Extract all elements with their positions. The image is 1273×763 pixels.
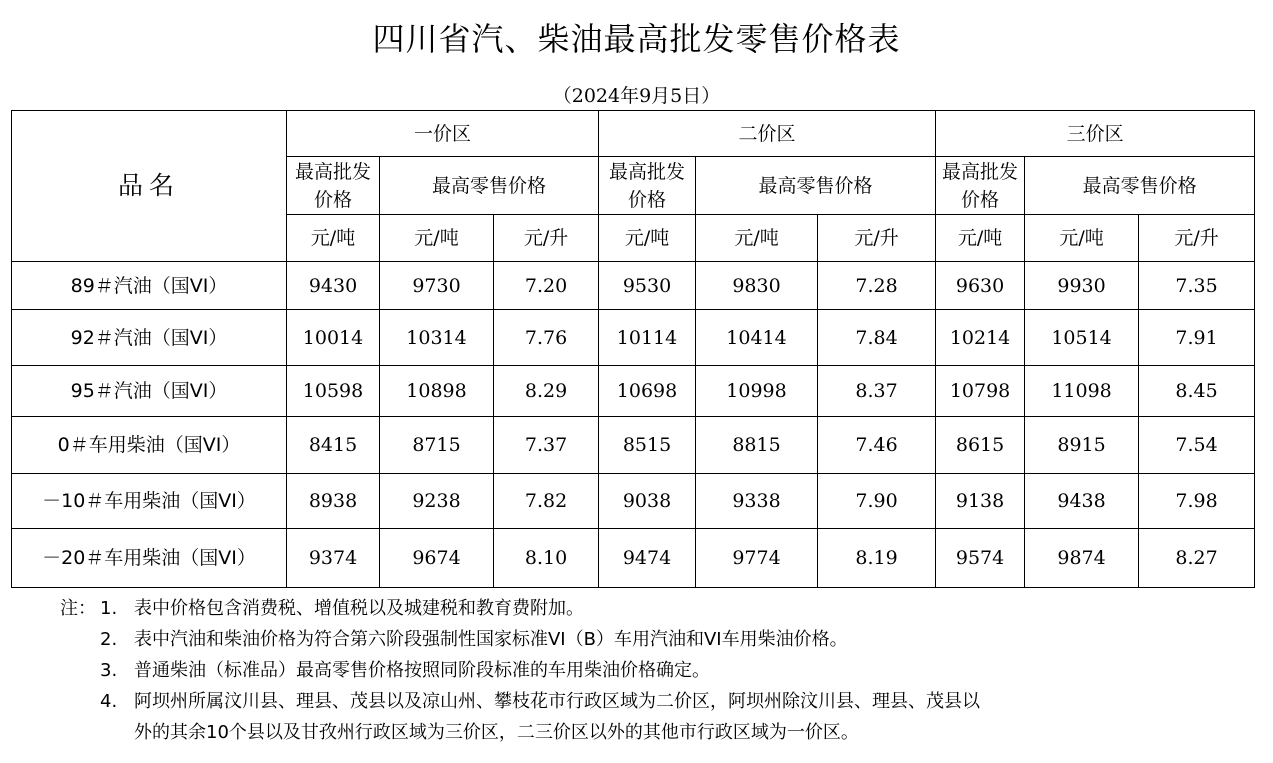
note-text: 普通柴油（标准品）最高零售价格按照同阶段标准的车用柴油价格确定。 <box>134 660 710 681</box>
zone-1-header: 一价区 <box>287 111 599 157</box>
note-item <box>60 655 1265 686</box>
note-text: 表中汽油和柴油价格为符合第六阶段强制性国家标准VI（B）车用汽油和VI车用柴油价格。 <box>134 629 848 650</box>
note-text: 外的其余10个县以及甘孜州行政区域为三价区，二三价区以外的其他市行政区域为一价区。 <box>134 722 859 743</box>
table-row <box>12 529 1255 588</box>
retail-price-liter-cell: 7.84 <box>818 310 936 366</box>
zone-3-header: 三价区 <box>936 111 1255 157</box>
zone-3-wholesale-header <box>936 157 1025 215</box>
wholesale-price-cell: 10598 <box>287 366 380 417</box>
retail-price-ton-cell: 9438 <box>1025 474 1139 529</box>
unit-cell: 元/升 <box>818 215 936 262</box>
retail-price-ton-cell: 9238 <box>380 474 494 529</box>
retail-price-liter-cell: 7.98 <box>1139 474 1255 529</box>
note-number: 4. <box>100 691 118 712</box>
note-indent <box>60 686 100 717</box>
retail-price-ton-cell: 9338 <box>696 474 818 529</box>
retail-price-ton-cell: 9730 <box>380 262 494 310</box>
notes-section <box>60 593 1265 748</box>
wholesale-price-cell: 10798 <box>936 366 1025 417</box>
wholesale-price-cell: 8938 <box>287 474 380 529</box>
wholesale-price-cell: 10114 <box>599 310 696 366</box>
zone-2-header: 二价区 <box>599 111 936 157</box>
price-table <box>11 110 1255 588</box>
unit-cell: 元/升 <box>1139 215 1255 262</box>
wholesale-price-cell: 8415 <box>287 417 380 474</box>
wholesale-price-cell: 9138 <box>936 474 1025 529</box>
retail-price-ton-cell: 8715 <box>380 417 494 474</box>
notes-prefix: 注： <box>60 598 96 619</box>
wholesale-price-cell: 10214 <box>936 310 1025 366</box>
zone-1-retail-header: 最高零售价格 <box>380 157 599 215</box>
wholesale-price-cell: 9630 <box>936 262 1025 310</box>
retail-price-ton-cell: 10514 <box>1025 310 1139 366</box>
date-label: （2024年9月5日） <box>552 85 721 107</box>
note-item <box>60 624 1265 655</box>
retail-price-ton-cell: 9930 <box>1025 262 1139 310</box>
note-number: 3. <box>100 660 118 681</box>
retail-price-liter-cell: 7.46 <box>818 417 936 474</box>
unit-cell: 元/升 <box>494 215 599 262</box>
unit-cell: 元/吨 <box>287 215 380 262</box>
product-name-cell: －10＃车用柴油（国VI） <box>12 474 287 529</box>
retail-price-liter-cell: 8.19 <box>818 529 936 588</box>
wholesale-price-cell: 8615 <box>936 417 1025 474</box>
note-number: 2. <box>100 629 118 650</box>
wholesale-price-cell: 9530 <box>599 262 696 310</box>
retail-price-liter-cell: 8.45 <box>1139 366 1255 417</box>
note-text: 阿坝州所属汶川县、理县、茂县以及凉山州、攀枝花市行政区域为二价区，阿坝州除汶川县、理县、茂县以 <box>134 691 980 712</box>
retail-price-ton-cell: 8815 <box>696 417 818 474</box>
product-name-cell: 92＃汽油（国VI） <box>12 310 287 366</box>
retail-price-liter-cell: 7.90 <box>818 474 936 529</box>
note-indent <box>60 655 100 686</box>
table-row <box>12 310 1255 366</box>
retail-price-liter-cell: 8.27 <box>1139 529 1255 588</box>
unit-cell: 元/吨 <box>696 215 818 262</box>
table-row <box>12 417 1255 474</box>
retail-price-liter-cell: 8.37 <box>818 366 936 417</box>
table-row <box>12 474 1255 529</box>
retail-price-ton-cell: 9674 <box>380 529 494 588</box>
unit-cell: 元/吨 <box>1025 215 1139 262</box>
note-number: 1. <box>100 598 118 619</box>
note-indent <box>60 624 100 655</box>
unit-cell: 元/吨 <box>380 215 494 262</box>
retail-price-ton-cell: 9774 <box>696 529 818 588</box>
retail-price-liter-cell: 7.54 <box>1139 417 1255 474</box>
table-row <box>12 262 1255 310</box>
retail-price-liter-cell: 7.20 <box>494 262 599 310</box>
wholesale-price-cell: 9474 <box>599 529 696 588</box>
wholesale-price-cell: 9574 <box>936 529 1025 588</box>
note-item-continuation <box>60 717 1265 748</box>
wholesale-price-cell: 8515 <box>599 417 696 474</box>
wholesale-price-cell: 10014 <box>287 310 380 366</box>
retail-price-ton-cell: 8915 <box>1025 417 1139 474</box>
retail-price-liter-cell: 8.10 <box>494 529 599 588</box>
wholesale-price-cell: 9430 <box>287 262 380 310</box>
retail-price-liter-cell: 7.35 <box>1139 262 1255 310</box>
retail-price-liter-cell: 7.91 <box>1139 310 1255 366</box>
wholesale-header-text: 最高批发价格 <box>942 160 1019 211</box>
retail-price-ton-cell: 11098 <box>1025 366 1139 417</box>
page-title: 四川省汽、柴油最高批发零售价格表 <box>372 20 901 58</box>
table-row <box>12 366 1255 417</box>
retail-price-liter-cell: 7.37 <box>494 417 599 474</box>
retail-price-ton-cell: 10414 <box>696 310 818 366</box>
note-text: 表中价格包含消费税、增值税以及城建税和教育费附加。 <box>134 598 584 619</box>
zone-2-retail-header: 最高零售价格 <box>696 157 936 215</box>
wholesale-header-text: 最高批发价格 <box>609 160 686 211</box>
zone-3-retail-header: 最高零售价格 <box>1025 157 1255 215</box>
retail-price-ton-cell: 10898 <box>380 366 494 417</box>
zone-2-wholesale-header <box>599 157 696 215</box>
product-name-cell: 0＃车用柴油（国VI） <box>12 417 287 474</box>
wholesale-price-cell: 9038 <box>599 474 696 529</box>
wholesale-header-text: 最高批发价格 <box>294 160 371 211</box>
retail-price-ton-cell: 10998 <box>696 366 818 417</box>
note-item <box>60 686 1265 717</box>
retail-price-liter-cell: 7.82 <box>494 474 599 529</box>
retail-price-ton-cell: 9830 <box>696 262 818 310</box>
unit-cell: 元/吨 <box>936 215 1025 262</box>
unit-cell: 元/吨 <box>599 215 696 262</box>
product-name-cell: 95＃汽油（国VI） <box>12 366 287 417</box>
product-name-cell: 89＃汽油（国VI） <box>12 262 287 310</box>
product-name-header: 品名 <box>12 111 287 262</box>
wholesale-price-cell: 10698 <box>599 366 696 417</box>
zone-1-wholesale-header <box>287 157 380 215</box>
retail-price-ton-cell: 9874 <box>1025 529 1139 588</box>
retail-price-liter-cell: 7.76 <box>494 310 599 366</box>
product-name-cell: －20＃车用柴油（国VI） <box>12 529 287 588</box>
note-item <box>60 593 1265 624</box>
retail-price-liter-cell: 7.28 <box>818 262 936 310</box>
retail-price-ton-cell: 10314 <box>380 310 494 366</box>
wholesale-price-cell: 9374 <box>287 529 380 588</box>
retail-price-liter-cell: 8.29 <box>494 366 599 417</box>
